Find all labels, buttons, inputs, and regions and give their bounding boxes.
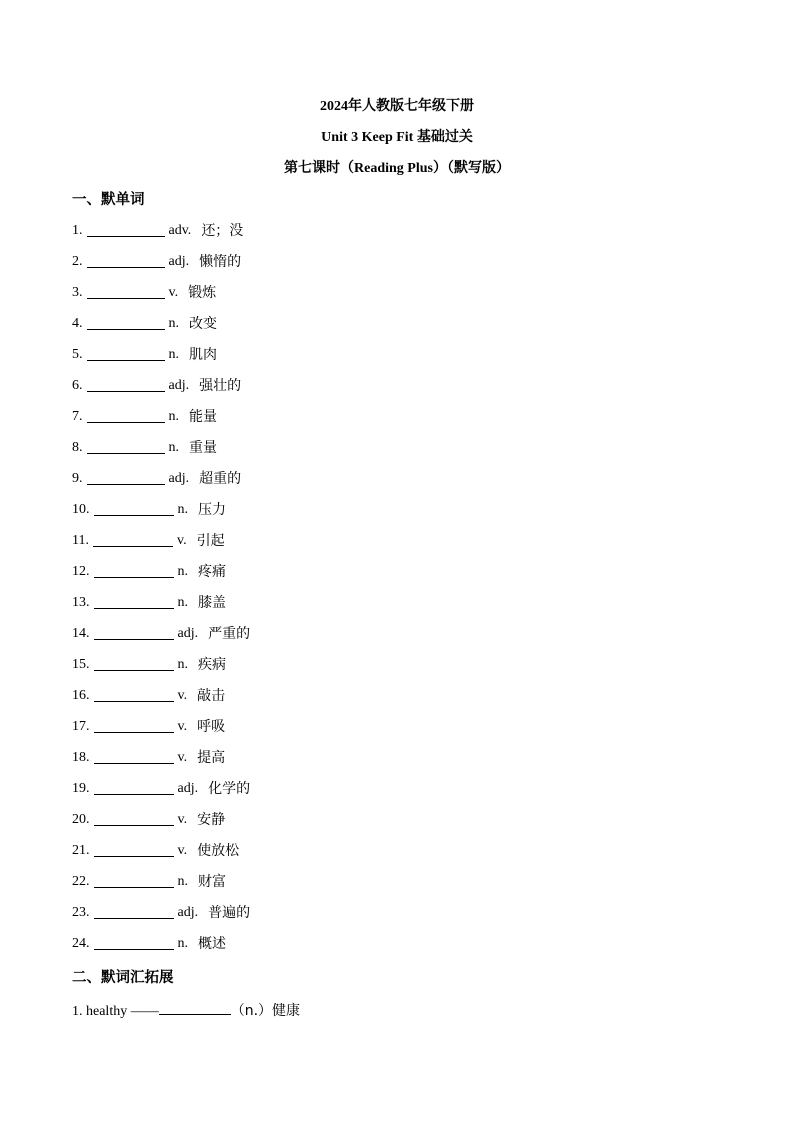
part-of-speech: v. [177, 812, 188, 827]
chinese-meaning: 重量 [189, 440, 217, 456]
unit-title: Unit 3 Keep Fit 基础过关 [321, 130, 473, 145]
chinese-meaning: 普遍的 [208, 905, 251, 921]
item-number: 17. [72, 719, 90, 734]
part-of-speech: adj. [168, 471, 190, 486]
part-of-speech: adj. [177, 781, 199, 796]
item-number: 14. [72, 626, 90, 641]
dash: —— [130, 1004, 159, 1019]
answer-blank[interactable] [94, 841, 174, 857]
vocab-item [72, 934, 250, 965]
part-of-speech: v. [176, 533, 187, 548]
vocab-item [72, 872, 250, 903]
item-number: 8. [72, 440, 83, 455]
part-of-speech: n. [177, 936, 188, 951]
answer-blank[interactable] [94, 593, 174, 609]
part-of-speech: v. [177, 719, 188, 734]
vocab-item [72, 779, 250, 810]
part-of-speech: （n.） [230, 1003, 273, 1019]
part-of-speech: v. [168, 285, 179, 300]
item-number: 12. [72, 564, 90, 579]
item-number: 7. [72, 409, 83, 424]
section-heading-word-extension: 二、默词汇拓展 [72, 970, 174, 986]
chinese-meaning: 膝盖 [198, 595, 226, 611]
answer-blank[interactable] [87, 252, 165, 268]
lesson-title: 第七课时（Reading Plus）（默写版） [284, 161, 510, 176]
item-number: 5. [72, 347, 83, 362]
chinese-meaning: 引起 [196, 533, 225, 549]
answer-blank[interactable] [94, 624, 174, 640]
chinese-meaning: 严重的 [208, 626, 251, 642]
chinese-meaning: 呼吸 [197, 719, 226, 735]
chinese-meaning: 健康 [272, 1003, 301, 1019]
vocab-item [72, 283, 250, 314]
item-number: 1. [72, 1004, 83, 1019]
item-number: 1. [72, 223, 83, 238]
vocab-item [72, 438, 250, 469]
answer-blank[interactable] [94, 500, 174, 516]
section-heading-vocabulary: 一、默单词 [72, 192, 145, 208]
chinese-meaning: 超重的 [199, 471, 242, 487]
part-of-speech: v. [177, 843, 188, 858]
chinese-meaning: 能量 [189, 409, 217, 425]
answer-blank[interactable] [87, 314, 165, 330]
answer-blank[interactable] [94, 562, 174, 578]
part-of-speech: n. [177, 595, 188, 610]
chinese-meaning: 强壮的 [199, 378, 242, 394]
part-of-speech: adv. [168, 223, 192, 238]
answer-blank[interactable] [94, 717, 174, 733]
vocab-item [72, 686, 250, 717]
chinese-meaning: 改变 [189, 316, 217, 332]
part-of-speech: n. [177, 564, 188, 579]
vocab-item [72, 624, 250, 655]
vocab-item [72, 562, 250, 593]
vocab-item [72, 841, 250, 872]
chinese-meaning: 锻炼 [188, 285, 217, 301]
answer-blank[interactable] [87, 376, 165, 392]
item-number: 22. [72, 874, 90, 889]
vocab-item [72, 500, 250, 531]
part-of-speech: adj. [168, 378, 190, 393]
chinese-meaning: 敲击 [197, 688, 226, 704]
vocab-item [72, 221, 250, 252]
part-of-speech: n. [177, 874, 188, 889]
vocab-item [72, 531, 250, 562]
chinese-meaning: 疼痛 [198, 564, 226, 580]
part-of-speech: adj. [177, 626, 199, 641]
item-number: 21. [72, 843, 90, 858]
vocab-item [72, 345, 250, 376]
chinese-meaning: 化学的 [208, 781, 251, 797]
item-number: 16. [72, 688, 90, 703]
base-word: healthy [86, 1004, 128, 1019]
item-number: 23. [72, 905, 90, 920]
answer-blank[interactable] [159, 999, 231, 1015]
part-of-speech: n. [177, 657, 188, 672]
answer-blank[interactable] [87, 221, 165, 237]
item-number: 3. [72, 285, 83, 300]
part-of-speech: n. [168, 347, 179, 362]
answer-blank[interactable] [94, 903, 174, 919]
part-of-speech: v. [177, 750, 188, 765]
part-of-speech: n. [168, 440, 179, 455]
item-number: 19. [72, 781, 90, 796]
part-of-speech: v. [177, 688, 188, 703]
answer-blank[interactable] [94, 872, 174, 888]
vocab-item [72, 717, 250, 748]
item-number: 20. [72, 812, 90, 827]
answer-blank[interactable] [87, 469, 165, 485]
chinese-meaning: 压力 [198, 502, 226, 518]
item-number: 2. [72, 254, 83, 269]
item-number: 4. [72, 316, 83, 331]
chinese-meaning: 财富 [198, 874, 226, 890]
answer-blank[interactable] [87, 345, 165, 361]
chinese-meaning: 安静 [197, 812, 226, 828]
vocab-item [72, 252, 250, 283]
item-number: 9. [72, 471, 83, 486]
answer-blank[interactable] [94, 655, 174, 671]
answer-blank[interactable] [87, 438, 165, 454]
chinese-meaning: 使放松 [197, 843, 240, 859]
item-number: 13. [72, 595, 90, 610]
answer-blank[interactable] [87, 283, 165, 299]
chinese-meaning: 概述 [198, 936, 226, 952]
part-of-speech: adj. [177, 905, 199, 920]
answer-blank[interactable] [93, 531, 173, 547]
chinese-meaning: 疾病 [198, 657, 226, 673]
chinese-meaning: 提高 [197, 750, 226, 766]
word-extension-item [72, 999, 300, 1022]
part-of-speech: adj. [168, 254, 190, 269]
part-of-speech: n. [168, 316, 179, 331]
answer-blank[interactable] [94, 779, 174, 795]
vocabulary-list [72, 221, 250, 965]
vocab-item [72, 376, 250, 407]
vocab-item [72, 407, 250, 438]
chinese-meaning: 还；没 [201, 223, 244, 239]
chinese-meaning: 懒惰的 [199, 254, 242, 270]
answer-blank[interactable] [94, 810, 174, 826]
item-number: 10. [72, 502, 90, 517]
worksheet-title: 2024年人教版七年级下册 [320, 99, 474, 114]
answer-blank[interactable] [87, 407, 165, 423]
vocab-item [72, 655, 250, 686]
vocab-item [72, 810, 250, 841]
part-of-speech: n. [177, 502, 188, 517]
vocab-item [72, 748, 250, 779]
item-number: 11. [72, 533, 89, 548]
vocab-item [72, 593, 250, 624]
item-number: 6. [72, 378, 83, 393]
vocab-item [72, 903, 250, 934]
answer-blank[interactable] [94, 686, 174, 702]
item-number: 15. [72, 657, 90, 672]
item-number: 18. [72, 750, 90, 765]
vocab-item [72, 469, 250, 500]
chinese-meaning: 肌肉 [189, 347, 217, 363]
answer-blank[interactable] [94, 934, 174, 950]
vocab-item [72, 314, 250, 345]
item-number: 24. [72, 936, 90, 951]
part-of-speech: n. [168, 409, 179, 424]
answer-blank[interactable] [94, 748, 174, 764]
